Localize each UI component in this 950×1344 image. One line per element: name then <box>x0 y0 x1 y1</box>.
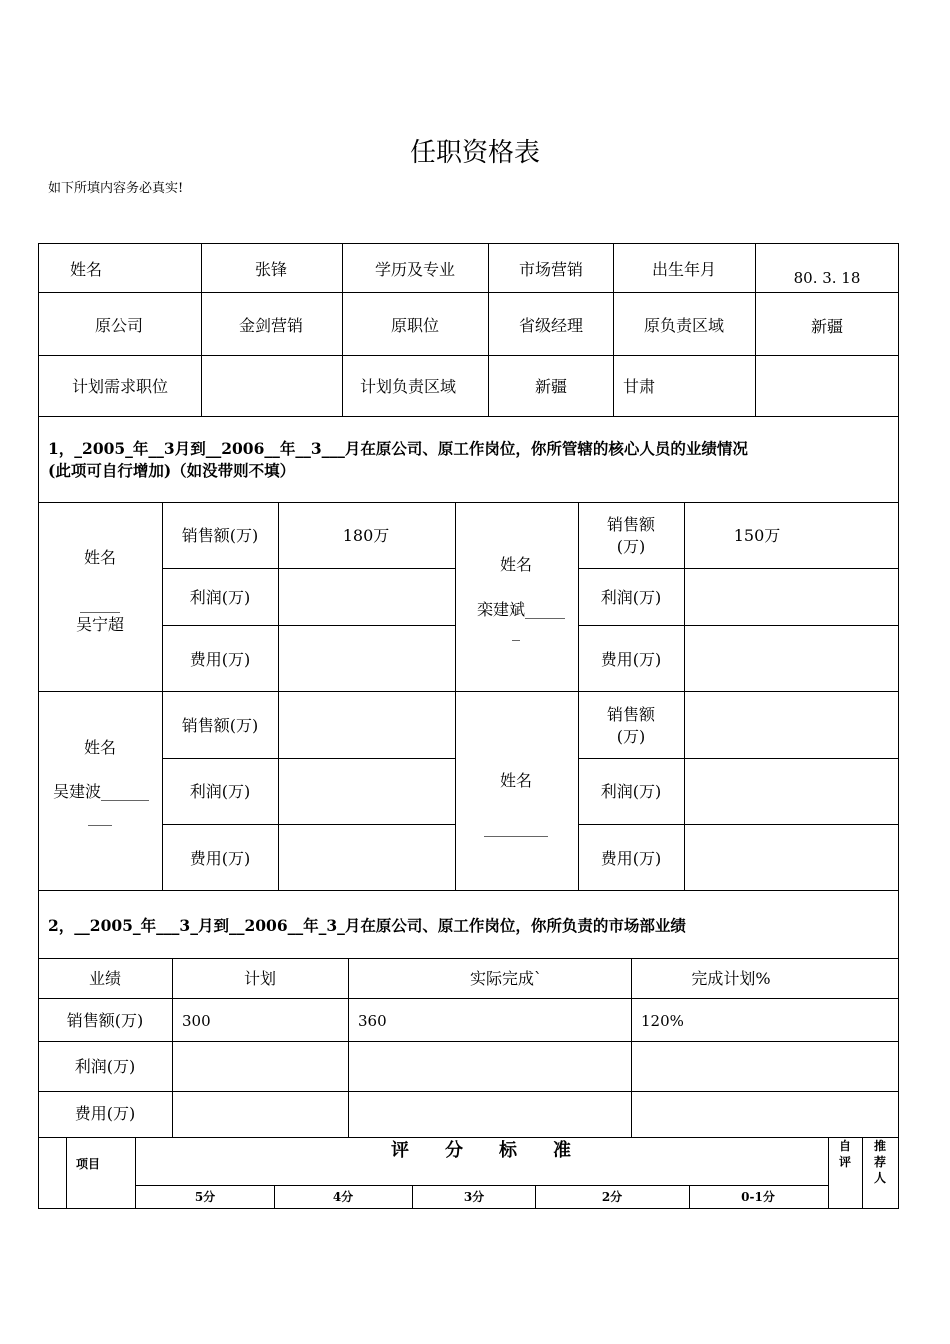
score-level-2: 2分 <box>601 1190 623 1204</box>
staff1-name-line2: 吴宁超 <box>75 615 125 634</box>
perf-row-sales-plan: 300 <box>182 1012 211 1030</box>
staff1-name-line1: _____ <box>80 594 120 613</box>
perf-row-sales-ratio: 120% <box>641 1012 684 1030</box>
perf-header-actual: 实际完成` <box>469 969 543 988</box>
education-value: 市场营销 <box>518 260 584 279</box>
staff4-profit-label: 利润(万) <box>600 782 662 801</box>
planned-region-value-2: 甘肃 <box>623 377 656 396</box>
region-value: 新疆 <box>810 317 844 336</box>
staff4-name-label: 姓名 <box>499 771 533 790</box>
staff2-name-line2: _ <box>512 622 520 641</box>
perf-row-sales-label: 销售额(万) <box>66 1011 144 1030</box>
score-level-5: 5分 <box>194 1190 216 1204</box>
perf-row-profit-label: 利润(万) <box>74 1057 136 1076</box>
name-value: 张锋 <box>254 260 288 279</box>
perf-header-metric: 业绩 <box>88 969 122 988</box>
self-eval-label-2: 评 <box>838 1155 852 1169</box>
company-label: 原公司 <box>94 316 144 335</box>
score-level-4: 4分 <box>332 1190 354 1204</box>
staff1-profit-label: 利润(万) <box>189 588 251 607</box>
birth-label: 出生年月 <box>651 260 717 279</box>
staff1-name-label: 姓名 <box>83 548 117 567</box>
staff3-sales-label: 销售额(万) <box>181 716 259 735</box>
planned-region-label: 计划负责区域 <box>359 377 457 396</box>
position-label: 原职位 <box>390 316 440 335</box>
staff4-sales-label-line2: (万) <box>616 727 646 746</box>
staff2-sales-value: 150万 <box>733 526 781 545</box>
staff1-sales-value: 180万 <box>342 526 390 545</box>
section1-heading-line2: (此项可自行增加)（如没带则不填） <box>48 461 296 480</box>
staff3-name-line1: 吴建波______ <box>52 782 150 801</box>
score-standard-label: 评 分 标 准 <box>391 1140 571 1161</box>
staff3-name-line2: ___ <box>88 807 112 826</box>
staff3-profit-label: 利润(万) <box>189 782 251 801</box>
name-label: 姓名 <box>69 260 103 279</box>
company-value: 金剑营销 <box>238 316 304 335</box>
page-title: 任职资格表 <box>409 138 541 168</box>
section2-heading: 2，__2005_年___3_月到__2006__年_3_月在原公司、原工作岗位，你所负责的市场部业绩 <box>48 916 686 935</box>
planned-position-label: 计划需求职位 <box>71 377 169 396</box>
recommender-label-3: 人 <box>873 1171 887 1185</box>
score-level-3: 3分 <box>463 1190 485 1204</box>
staff2-name-label: 姓名 <box>499 555 533 574</box>
score-item-label: 项目 <box>76 1157 101 1171</box>
perf-header-ratio: 完成计划% <box>691 969 771 988</box>
perf-row-cost-label: 费用(万) <box>74 1104 136 1123</box>
staff2-sales-label-line1: 销售额 <box>606 515 656 534</box>
staff1-sales-label: 销售额(万) <box>181 526 259 545</box>
self-eval-label-1: 自 <box>838 1139 852 1153</box>
staff4-sales-label-line1: 销售额 <box>606 705 656 724</box>
birth-value: 80. 3. 18 <box>793 269 861 287</box>
education-label: 学历及专业 <box>374 260 456 279</box>
staff2-cost-label: 费用(万) <box>600 650 662 669</box>
staff3-cost-label: 费用(万) <box>189 849 251 868</box>
staff3-name-label: 姓名 <box>83 738 117 757</box>
perf-row-sales-actual: 360 <box>358 1012 387 1030</box>
planned-region-value-1: 新疆 <box>534 377 568 396</box>
recommender-label-1: 推 <box>873 1139 887 1153</box>
notice-text: 如下所填内容务必真实! <box>48 181 184 196</box>
staff4-cost-label: 费用(万) <box>600 849 662 868</box>
staff2-profit-label: 利润(万) <box>600 588 662 607</box>
section1-heading-line1: 1，_2005_年__3月到__2006__年__3___月在原公司、原工作岗位，你所管辖的核心人员的业绩情况 <box>48 439 748 458</box>
score-level-0-1: 0-1分 <box>741 1190 775 1204</box>
recommender-label-2: 荐 <box>873 1155 887 1169</box>
staff2-sales-label-line2: (万) <box>616 537 646 556</box>
staff1-cost-label: 费用(万) <box>189 650 251 669</box>
region-label: 原负责区域 <box>643 316 725 335</box>
staff4-name-line1: ________ <box>484 818 548 837</box>
perf-header-plan: 计划 <box>243 969 277 988</box>
position-value: 省级经理 <box>518 316 584 335</box>
staff2-name-line1: 栾建斌_____ <box>476 600 566 619</box>
